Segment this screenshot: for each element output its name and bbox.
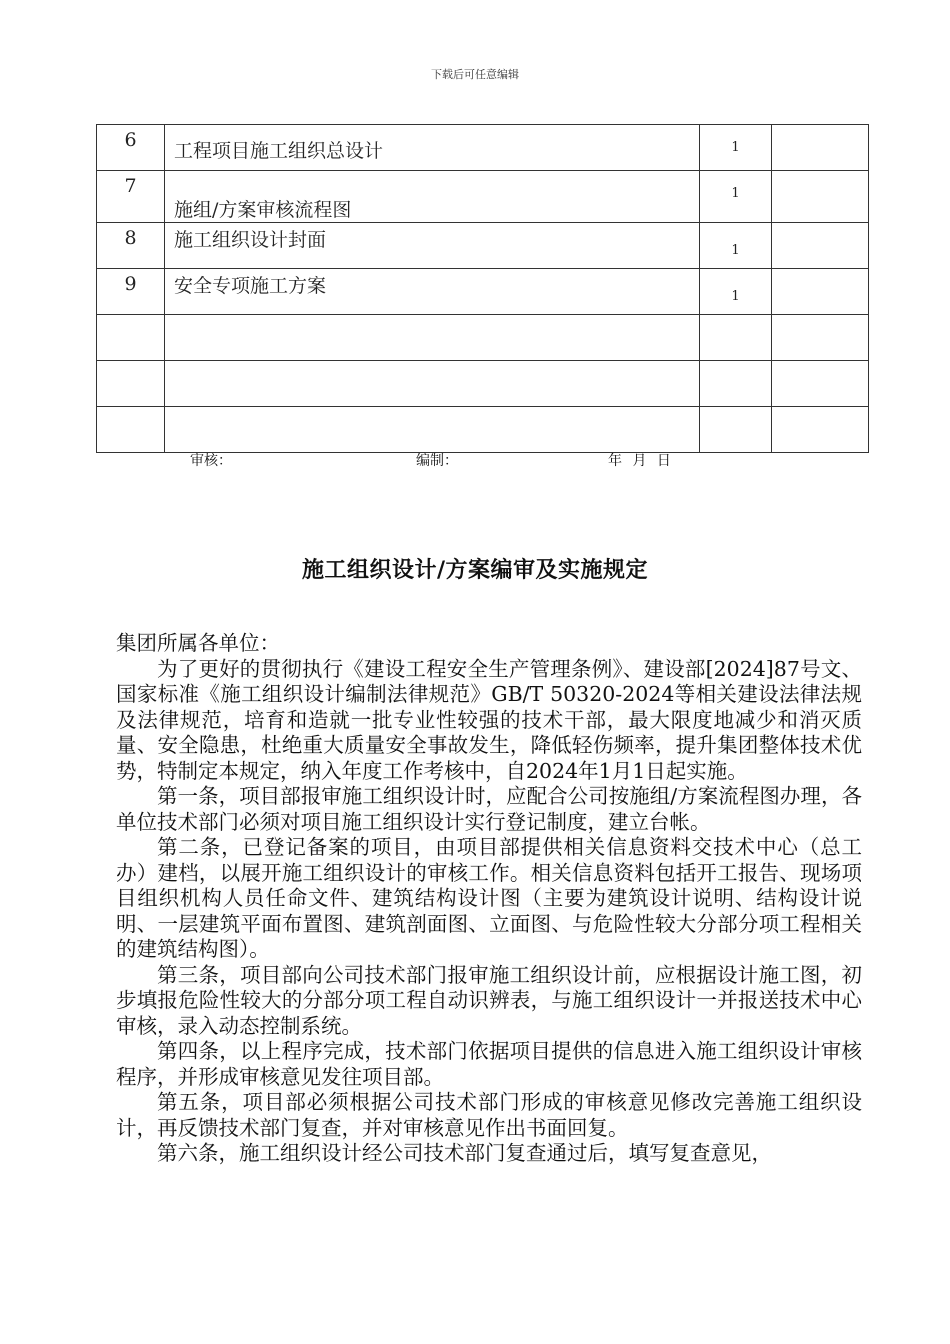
page-header-note: 下载后可任意编辑: [431, 68, 519, 81]
row-name-cell: [165, 315, 700, 361]
document-body: [116, 631, 862, 1167]
row-remark-cell: [772, 223, 869, 269]
table-row: [97, 171, 869, 223]
row-number-cell: [97, 361, 165, 407]
paragraph-article-2: 第二条，已登记备案的项目，由项目部提供相关信息资料交技术中心（总工办）建档，以展开施工组织设计的审核工作。相关信息资料包括开工报告、现场项目组织机构人员任命文件、建筑结构设计图（主要为建筑设计说明、结构设计说明、一层建筑平面布置图、建筑剖面图、立面图、与危险性较大分部分项工程相关的建筑结构图）。: [116, 835, 862, 961]
row-name-cell: 工程项目施工组织总设计: [165, 125, 700, 171]
paragraph-article-3: 第三条，项目部向公司技术部门报审施工组织设计前，应根据设计施工图，初步填报危险性较大的分部分项工程自动识辨表，与施工组织设计一并报送技术中心审核，录入动态控制系统。: [116, 962, 862, 1038]
document-title: 施工组织设计/方案编审及实施规定: [301, 558, 649, 583]
table-row: [97, 361, 869, 407]
row-number-cell: 7: [97, 171, 165, 223]
row-qty-cell: [700, 407, 772, 453]
row-number-cell: [97, 315, 165, 361]
row-qty-cell: 1: [700, 125, 772, 171]
paragraph-article-5: 第五条，项目部必须根据公司技术部门形成的审核意见修改完善施工组织设计，再反馈技术部门复查，并对审核意见作出书面回复。: [116, 1090, 862, 1140]
row-qty-cell: [700, 361, 772, 407]
paragraph-article-1: 第一条，项目部报审施工组织设计时，应配合公司按施组/方案流程图办理，各单位技术部门必须对项目施工组织设计实行登记制度，建立台帐。: [116, 784, 862, 834]
row-number-cell: 9: [97, 269, 165, 315]
row-qty-cell: 1: [700, 223, 772, 269]
review-label: 审核：: [190, 453, 232, 469]
table-row: [97, 125, 869, 171]
date-label: 年 月 日: [608, 453, 671, 469]
table-row: [97, 407, 869, 453]
row-remark-cell: [772, 171, 869, 223]
row-name-cell: 安全专项施工方案: [165, 269, 700, 315]
row-qty-cell: 1: [700, 269, 772, 315]
row-number-cell: 6: [97, 125, 165, 171]
row-remark-cell: [772, 269, 869, 315]
compile-label: 编制：: [416, 453, 458, 469]
row-remark-cell: [772, 125, 869, 171]
document-list-table: [96, 124, 869, 453]
table-row: [97, 315, 869, 361]
row-name-cell: 施工组织设计封面: [165, 223, 700, 269]
row-remark-cell: [772, 407, 869, 453]
row-remark-cell: [772, 361, 869, 407]
table-row: [97, 269, 869, 315]
row-name-cell: [165, 361, 700, 407]
row-number-cell: 8: [97, 223, 165, 269]
row-qty-cell: 1: [700, 171, 772, 223]
paragraph-article-4: 第四条，以上程序完成，技术部门依据项目提供的信息进入施工组织设计审核程序，并形成审核意见发往项目部。: [116, 1039, 862, 1089]
row-number-cell: [97, 407, 165, 453]
row-name-cell: [165, 407, 700, 453]
row-qty-cell: [700, 315, 772, 361]
row-name-cell: 施组/方案审核流程图: [165, 171, 700, 223]
paragraph-article-6: 第六条，施工组织设计经公司技术部门复查通过后，填写复查意见，: [157, 1141, 772, 1165]
row-remark-cell: [772, 315, 869, 361]
table-row: [97, 223, 869, 269]
salutation: 集团所属各单位：: [116, 631, 280, 655]
paragraph-intro: 为了更好的贯彻执行《建设工程安全生产管理条例》、建设部[2024]87号文、国家标准《施工组织设计编制法律规范》GB/T 50320-2024等相关建设法律法规及法律规范，培育和造就一批专业性较强的技术干部，最大限度地减少和消灭质量、安全隐患，杜绝重大质量安全事故发生，降低轻伤频率，提升集团整体技术优势，特制定本规定，纳入年度工作考核中，自2024年1月1日起实施。: [116, 656, 862, 783]
